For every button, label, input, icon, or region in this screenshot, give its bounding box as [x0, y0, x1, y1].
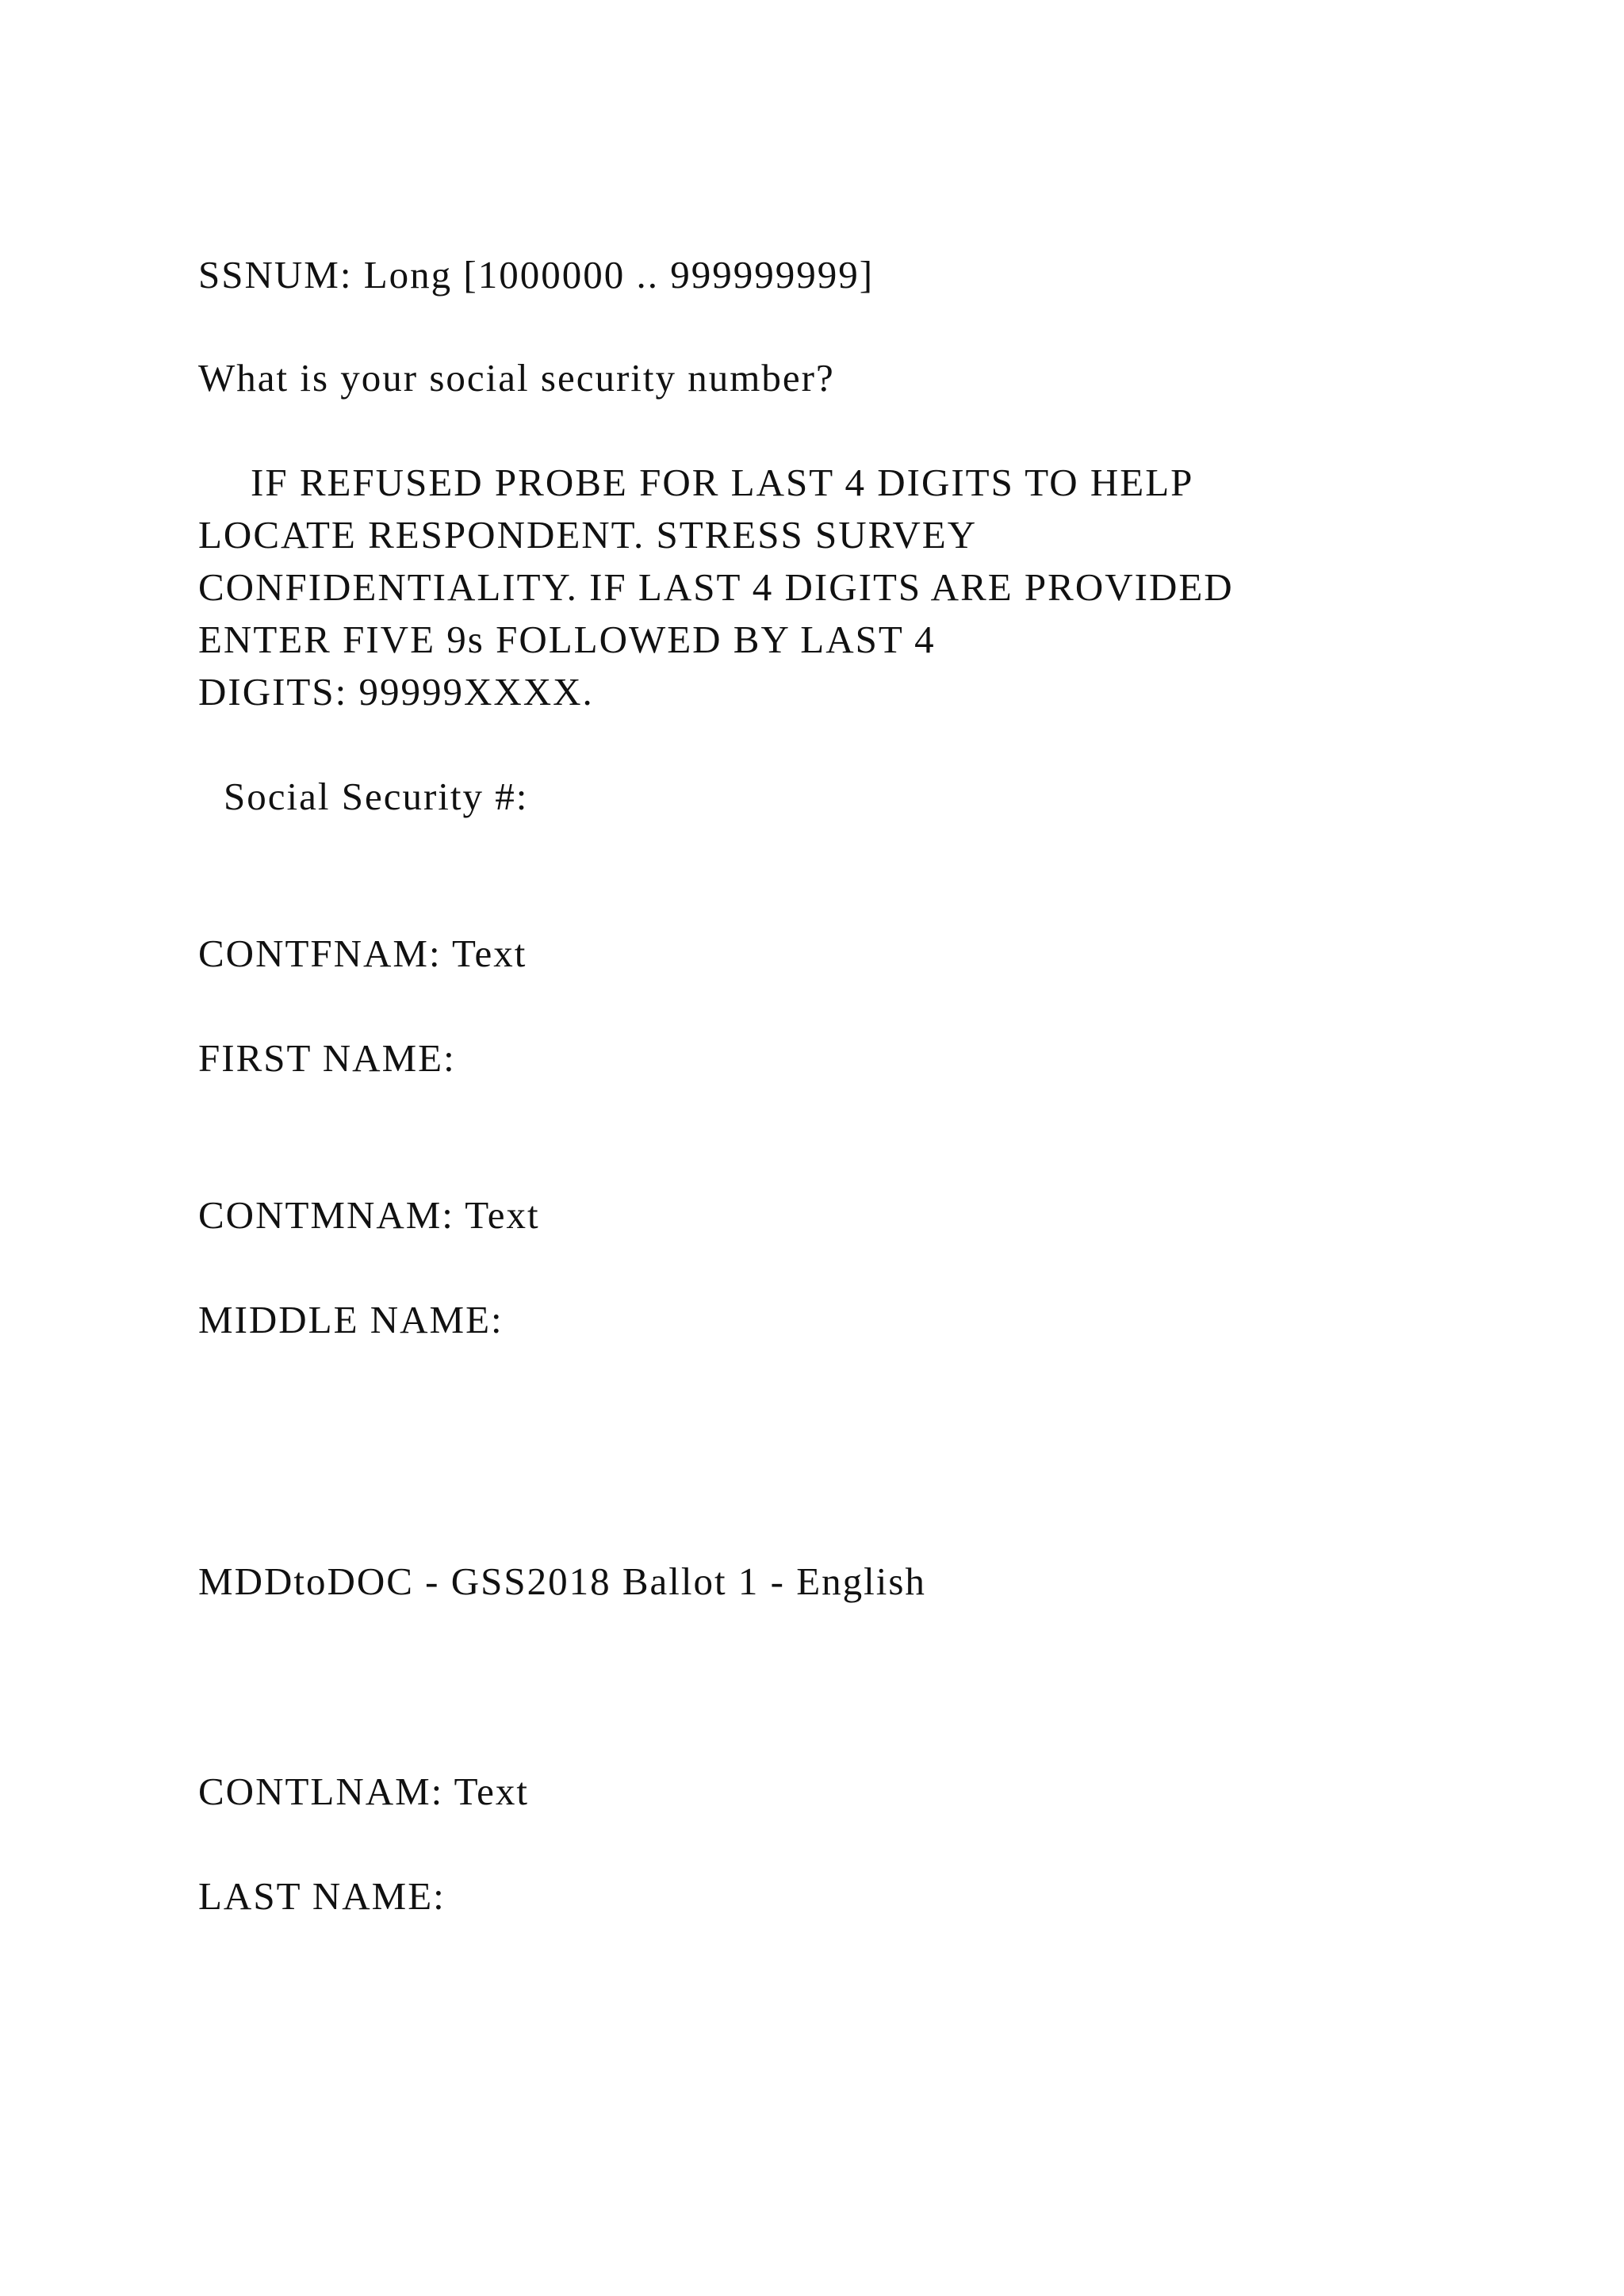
ssnum-instruction-line: DIGITS: 99999XXXX.: [198, 670, 594, 714]
ssnum-instruction-line: ENTER FIVE 9s FOLLOWED BY LAST 4: [198, 618, 936, 661]
ssnum-instruction-line: IF REFUSED PROBE FOR LAST 4 DIGITS TO HELP: [251, 461, 1194, 504]
ssnum-header: SSNUM: Long [1000000 .. 999999999]: [198, 253, 875, 297]
ssnum-question: What is your social security number?: [198, 356, 835, 400]
contfnam-field-label: FIRST NAME:: [198, 1036, 456, 1080]
footer-text: MDDtoDOC - GSS2018 Ballot 1 - English: [198, 1559, 926, 1603]
contfnam-header: CONTFNAM: Text: [198, 932, 527, 975]
contmnam-field-label: MIDDLE NAME:: [198, 1298, 504, 1341]
ssnum-instruction-line: CONFIDENTIALITY. IF LAST 4 DIGITS ARE PROVIDED: [198, 565, 1234, 609]
ssnum-field-label: Social Security #:: [224, 775, 529, 818]
contlnam-field-label: LAST NAME:: [198, 1874, 446, 1918]
contlnam-header: CONTLNAM: Text: [198, 1770, 530, 1813]
contmnam-header: CONTMNAM: Text: [198, 1193, 540, 1237]
ssnum-instruction-line: LOCATE RESPONDENT. STRESS SURVEY: [198, 513, 978, 557]
